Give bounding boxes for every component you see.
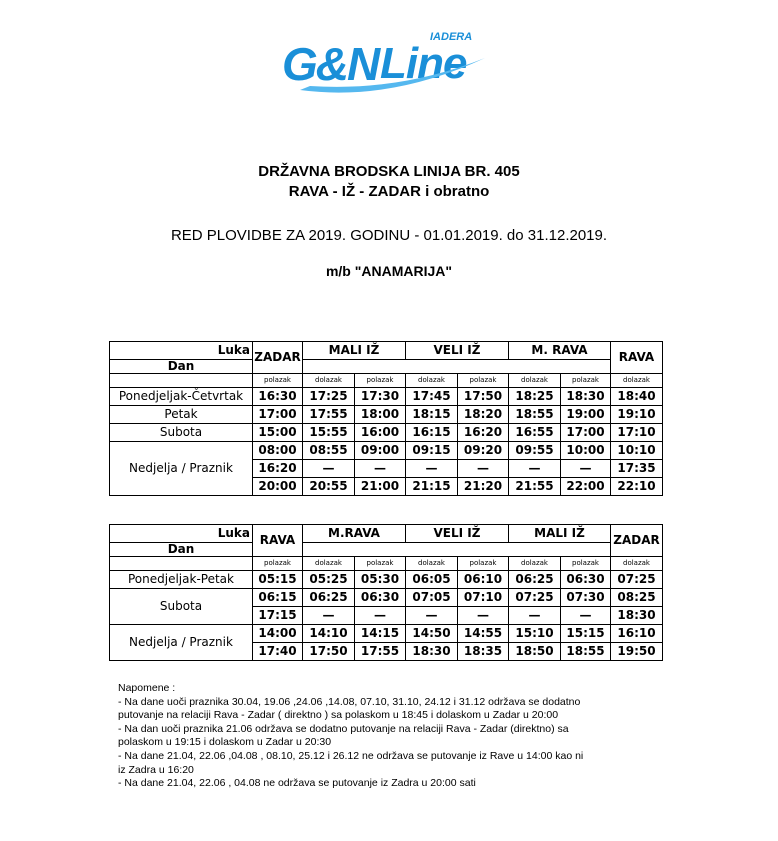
time-cell: 18:35 bbox=[458, 643, 509, 661]
time-cell: 17:35 bbox=[611, 460, 663, 478]
day-label: Petak bbox=[110, 406, 253, 424]
time-cell: 16:00 bbox=[355, 424, 406, 442]
subheader-cell: dolazak bbox=[509, 374, 561, 388]
subheader-cell: polazak bbox=[253, 374, 303, 388]
time-cell: 10:10 bbox=[611, 442, 663, 460]
time-cell: 17:25 bbox=[303, 388, 355, 406]
time-cell: 20:00 bbox=[253, 478, 303, 496]
time-cell: 09:20 bbox=[458, 442, 509, 460]
subheader-cell bbox=[110, 557, 253, 571]
subheader-cell: polazak bbox=[561, 374, 611, 388]
table-row bbox=[110, 406, 663, 424]
subheader-cell: dolazak bbox=[611, 374, 663, 388]
time-cell: 15:10 bbox=[509, 625, 561, 643]
table-row bbox=[110, 589, 663, 607]
time-cell: 07:30 bbox=[561, 589, 611, 607]
time-cell: 15:00 bbox=[253, 424, 303, 442]
luka-label: Luka bbox=[110, 342, 253, 360]
subheader-cell: polazak bbox=[458, 374, 509, 388]
time-cell: 14:00 bbox=[253, 625, 303, 643]
port-header: M.RAVA bbox=[303, 525, 406, 543]
note-line: - Na dane 21.04, 22.06 , 04.08 ne održava se putovanje iz Zadra u 20:00 sati bbox=[118, 777, 476, 790]
time-cell: 05:15 bbox=[253, 571, 303, 589]
time-cell: 06:10 bbox=[458, 571, 509, 589]
timetable-rava-zadar bbox=[109, 524, 663, 661]
time-cell: — bbox=[303, 460, 355, 478]
port-header-row bbox=[110, 525, 663, 543]
port-header: RAVA bbox=[253, 525, 303, 557]
time-cell: 07:05 bbox=[406, 589, 458, 607]
time-cell: 06:05 bbox=[406, 571, 458, 589]
time-cell: 14:55 bbox=[458, 625, 509, 643]
port-header: VELI IŽ bbox=[406, 342, 509, 360]
day-label: Nedjelja / Praznik bbox=[110, 442, 253, 496]
time-cell: 09:55 bbox=[509, 442, 561, 460]
time-cell: 16:55 bbox=[509, 424, 561, 442]
subheader-cell: dolazak bbox=[303, 374, 355, 388]
day-label: Ponedjeljak-Četvrtak bbox=[110, 388, 253, 406]
note-line: putovanje na relaciji Rava - Zadar ( direktno ) sa polaskom u 18:45 i dolaskom u Zadar u 20:00 bbox=[118, 709, 559, 722]
time-cell: 18:30 bbox=[611, 607, 663, 625]
port-header: MALI IŽ bbox=[303, 342, 406, 360]
port-header: VELI IŽ bbox=[406, 525, 509, 543]
time-cell: 18:00 bbox=[355, 406, 406, 424]
time-cell: 07:25 bbox=[611, 571, 663, 589]
time-cell: 18:30 bbox=[406, 643, 458, 661]
time-cell: 22:10 bbox=[611, 478, 663, 496]
port-header: M. RAVA bbox=[509, 342, 611, 360]
time-cell: 17:15 bbox=[253, 607, 303, 625]
time-cell: 17:00 bbox=[253, 406, 303, 424]
time-cell: 18:15 bbox=[406, 406, 458, 424]
port-header: MALI IŽ bbox=[509, 525, 611, 543]
note-line: - Na dane uoči praznika 30.04, 19.06 ,24.06 ,14.08, 07.10, 31.10, 24.12 i 31.12 održava se dodatno bbox=[118, 695, 581, 708]
dan-label: Dan bbox=[110, 360, 253, 374]
time-cell: 17:50 bbox=[303, 643, 355, 661]
time-cell: 18:50 bbox=[509, 643, 561, 661]
port-header: RAVA bbox=[611, 342, 663, 374]
day-label: Subota bbox=[110, 424, 253, 442]
subheader-cell: polazak bbox=[458, 557, 509, 571]
time-cell: 17:00 bbox=[561, 424, 611, 442]
vessel-name: m/b "ANAMARIJA" bbox=[325, 263, 453, 279]
time-cell: 06:30 bbox=[561, 571, 611, 589]
time-cell: 19:50 bbox=[611, 643, 663, 661]
table-row bbox=[110, 625, 663, 643]
time-cell: 10:00 bbox=[561, 442, 611, 460]
subheader-cell bbox=[110, 374, 253, 388]
time-cell: — bbox=[406, 460, 458, 478]
time-cell: 08:55 bbox=[303, 442, 355, 460]
table-row bbox=[110, 424, 663, 442]
time-cell: — bbox=[458, 460, 509, 478]
subheader-cell: dolazak bbox=[611, 557, 663, 571]
line-title: DRŽAVNA BRODSKA LINIJA BR. 405 bbox=[258, 163, 520, 180]
subheader-cell: polazak bbox=[355, 557, 406, 571]
subheader-cell: polazak bbox=[253, 557, 303, 571]
time-cell: 14:50 bbox=[406, 625, 458, 643]
subheader-cell: dolazak bbox=[406, 557, 458, 571]
time-cell: — bbox=[561, 607, 611, 625]
time-cell: 18:40 bbox=[611, 388, 663, 406]
timetable-zadar-rava bbox=[109, 341, 663, 496]
subheader-row bbox=[110, 543, 663, 557]
note-line: iz Zadra u 16:20 bbox=[118, 763, 194, 776]
time-cell: 21:55 bbox=[509, 478, 561, 496]
subheader-row bbox=[110, 557, 663, 571]
notes-section bbox=[118, 682, 678, 791]
time-cell: 16:30 bbox=[253, 388, 303, 406]
time-cell: 18:25 bbox=[509, 388, 561, 406]
time-cell: — bbox=[509, 460, 561, 478]
schedule-period: RED PLOVIDBE ZA 2019. GODINU - 01.01.2019. do 31.12.2019. bbox=[170, 227, 608, 244]
time-cell: 17:45 bbox=[406, 388, 458, 406]
time-cell: 17:55 bbox=[355, 643, 406, 661]
time-cell: 09:15 bbox=[406, 442, 458, 460]
time-cell: 19:10 bbox=[611, 406, 663, 424]
note-line: - Na dane 21.04, 22.06 ,04.08 , 08.10, 25.12 i 26.12 ne održava se putovanje iz Rave u 14:00 kao ni bbox=[118, 749, 584, 762]
time-cell: 06:15 bbox=[253, 589, 303, 607]
note-line: - Na dan uoči praznika 21.06 održava se dodatno putovanje na relaciji Rava - Zadar (direktno) sa bbox=[118, 722, 569, 735]
time-cell: 18:30 bbox=[561, 388, 611, 406]
time-cell: 19:00 bbox=[561, 406, 611, 424]
time-cell: — bbox=[303, 607, 355, 625]
time-cell: 20:55 bbox=[303, 478, 355, 496]
time-cell: 14:15 bbox=[355, 625, 406, 643]
subheader-cell: polazak bbox=[355, 374, 406, 388]
time-cell: 06:30 bbox=[355, 589, 406, 607]
port-header: ZADAR bbox=[611, 525, 663, 557]
table-row bbox=[110, 442, 663, 460]
time-cell: — bbox=[509, 607, 561, 625]
route-title: RAVA - IŽ - ZADAR i obratno bbox=[288, 183, 490, 200]
time-cell: 07:25 bbox=[509, 589, 561, 607]
time-cell: — bbox=[355, 460, 406, 478]
day-label: Subota bbox=[110, 589, 253, 625]
subheader-cell: dolazak bbox=[303, 557, 355, 571]
time-cell: 06:25 bbox=[509, 571, 561, 589]
time-cell: — bbox=[458, 607, 509, 625]
table-row bbox=[110, 571, 663, 589]
time-cell: 15:15 bbox=[561, 625, 611, 643]
time-cell: 18:20 bbox=[458, 406, 509, 424]
time-cell: 08:00 bbox=[253, 442, 303, 460]
port-header-row bbox=[110, 342, 663, 360]
note-line: polaskom u 19:15 i dolaskom u Zadar u 20:30 bbox=[118, 736, 332, 749]
time-cell: 17:10 bbox=[611, 424, 663, 442]
time-cell: 16:15 bbox=[406, 424, 458, 442]
time-cell: 17:30 bbox=[355, 388, 406, 406]
time-cell: 17:40 bbox=[253, 643, 303, 661]
svg-text:IADERA: IADERA bbox=[430, 31, 473, 43]
subheader-cell: polazak bbox=[561, 557, 611, 571]
time-cell: 07:10 bbox=[458, 589, 509, 607]
day-label: Ponedjeljak-Petak bbox=[110, 571, 253, 589]
time-cell: 16:20 bbox=[253, 460, 303, 478]
time-cell: 18:55 bbox=[561, 643, 611, 661]
time-cell: 21:20 bbox=[458, 478, 509, 496]
svg-text:Line: Line bbox=[380, 39, 467, 88]
time-cell: — bbox=[561, 460, 611, 478]
time-cell: 16:20 bbox=[458, 424, 509, 442]
port-header: ZADAR bbox=[253, 342, 303, 374]
time-cell: — bbox=[355, 607, 406, 625]
time-cell: 16:10 bbox=[611, 625, 663, 643]
time-cell: 17:55 bbox=[303, 406, 355, 424]
luka-label: Luka bbox=[110, 525, 253, 543]
gnline-logo bbox=[280, 20, 490, 100]
dan-label: Dan bbox=[110, 543, 253, 557]
time-cell: 15:55 bbox=[303, 424, 355, 442]
time-cell: 05:30 bbox=[355, 571, 406, 589]
time-cell: 09:00 bbox=[355, 442, 406, 460]
time-cell: 22:00 bbox=[561, 478, 611, 496]
day-label: Nedjelja / Praznik bbox=[110, 625, 253, 661]
time-cell: 14:10 bbox=[303, 625, 355, 643]
subheader-cell: dolazak bbox=[509, 557, 561, 571]
time-cell: 17:50 bbox=[458, 388, 509, 406]
notes-title: Napomene : bbox=[118, 682, 176, 694]
subheader-row bbox=[110, 360, 663, 374]
time-cell: 06:25 bbox=[303, 589, 355, 607]
svg-text:G&N: G&N bbox=[282, 38, 379, 90]
time-cell: 21:15 bbox=[406, 478, 458, 496]
time-cell: 21:00 bbox=[355, 478, 406, 496]
time-cell: 18:55 bbox=[509, 406, 561, 424]
subheader-row bbox=[110, 374, 663, 388]
time-cell: 05:25 bbox=[303, 571, 355, 589]
subheader-cell: dolazak bbox=[406, 374, 458, 388]
time-cell: 08:25 bbox=[611, 589, 663, 607]
table-row bbox=[110, 388, 663, 406]
time-cell: — bbox=[406, 607, 458, 625]
